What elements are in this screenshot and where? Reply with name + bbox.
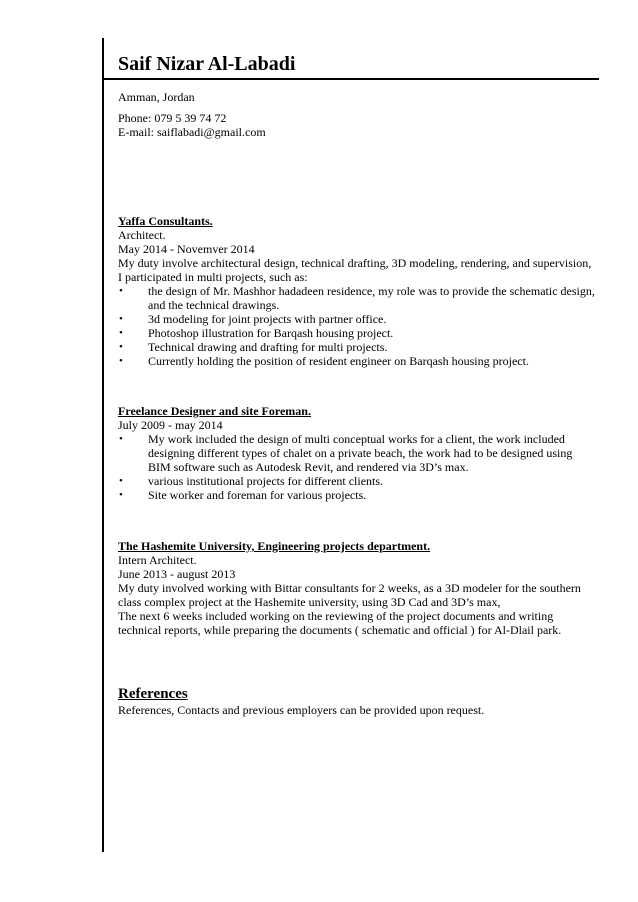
bullet-text: designing different types of chalet on a private beach, the work had to be designed using [148, 446, 573, 460]
bullet-text: Currently holding the position of resident engineer on Barqash housing project. [148, 354, 529, 368]
candidate-name: Saif Nizar Al-Labadi [118, 53, 296, 75]
experience-heading: Freelance Designer and site Foreman. [118, 404, 311, 418]
experience-line: June 2013 - august 2013 [118, 567, 236, 581]
left-margin-rule [102, 38, 104, 852]
bullet-icon: • [119, 433, 123, 445]
bullet-text: the design of Mr. Mashhor hadadeen residence, my role was to provide the schematic design, [148, 284, 595, 298]
experience-line: The next 6 weeks included working on the reviewing of the project documents and writing [118, 609, 554, 623]
bullet-icon: • [119, 489, 123, 501]
experience-section-freelance [118, 404, 593, 502]
bullet-list [118, 432, 593, 502]
bullet-text: 3d modeling for joint projects with partner office. [148, 312, 387, 326]
contact-block [118, 90, 593, 139]
experience-heading: Yaffa Consultants. [118, 214, 213, 228]
list-item [118, 284, 593, 312]
list-item [118, 432, 593, 474]
location-text: Amman, Jordan [118, 90, 195, 104]
phone-text: Phone: 079 5 39 74 72 [118, 111, 227, 125]
experience-line: technical reports, while preparing the documents ( schematic and official ) for Al-Dlail park. [118, 623, 562, 637]
list-item [118, 340, 593, 354]
bullet-icon: • [119, 327, 123, 339]
list-item [118, 312, 593, 326]
bullet-text: and the technical drawings. [148, 298, 280, 312]
experience-line: Intern Architect. [118, 553, 197, 567]
bullet-text: My work included the design of multi conceptual works for a client, the work included [148, 432, 565, 446]
list-item [118, 354, 593, 368]
experience-heading: The Hashemite University, Engineering projects department. [118, 539, 431, 553]
bullet-icon: • [119, 285, 123, 297]
bullet-icon: • [119, 341, 123, 353]
references-title: References [118, 686, 188, 702]
experience-line: class complex project at the Hashemite university, using 3D Cad and 3D’s max, [118, 595, 501, 609]
bullet-icon: • [119, 475, 123, 487]
bullet-icon: • [119, 313, 123, 325]
experience-line: July 2009 - may 2014 [118, 418, 223, 432]
experience-line: Architect. [118, 228, 166, 242]
list-item [118, 326, 593, 340]
experience-section-yaffa [118, 214, 593, 368]
experience-line: May 2014 - Novemver 2014 [118, 242, 255, 256]
bullet-text: Site worker and foreman for various projects. [148, 488, 367, 502]
bullet-text: various institutional projects for different clients. [148, 474, 384, 488]
bullet-text: BIM software such as Autodesk Revit, and rendered via 3D’s max. [148, 460, 469, 474]
experience-line: I participated in multi projects, such as: [118, 270, 308, 284]
experience-line: My duty involve architectural design, technical drafting, 3D modeling, rendering, and supervision, [118, 256, 592, 270]
email-text: E-mail: saiflabadi@gmail.com [118, 125, 266, 139]
experience-section-hashemite [118, 539, 593, 637]
bullet-list [118, 284, 593, 368]
list-item [118, 474, 593, 488]
experience-line: My duty involved working with Bittar consultants for 2 weeks, as a 3D modeler for the southern [118, 581, 581, 595]
references-text: References, Contacts and previous employers can be provided upon request. [118, 703, 485, 717]
bullet-text: Technical drawing and drafting for multi projects. [148, 340, 388, 354]
list-item [118, 488, 593, 502]
references-section [118, 685, 593, 717]
name-underline-rule [102, 78, 599, 80]
bullet-text: Photoshop illustration for Barqash housing project. [148, 326, 394, 340]
bullet-icon: • [119, 355, 123, 367]
